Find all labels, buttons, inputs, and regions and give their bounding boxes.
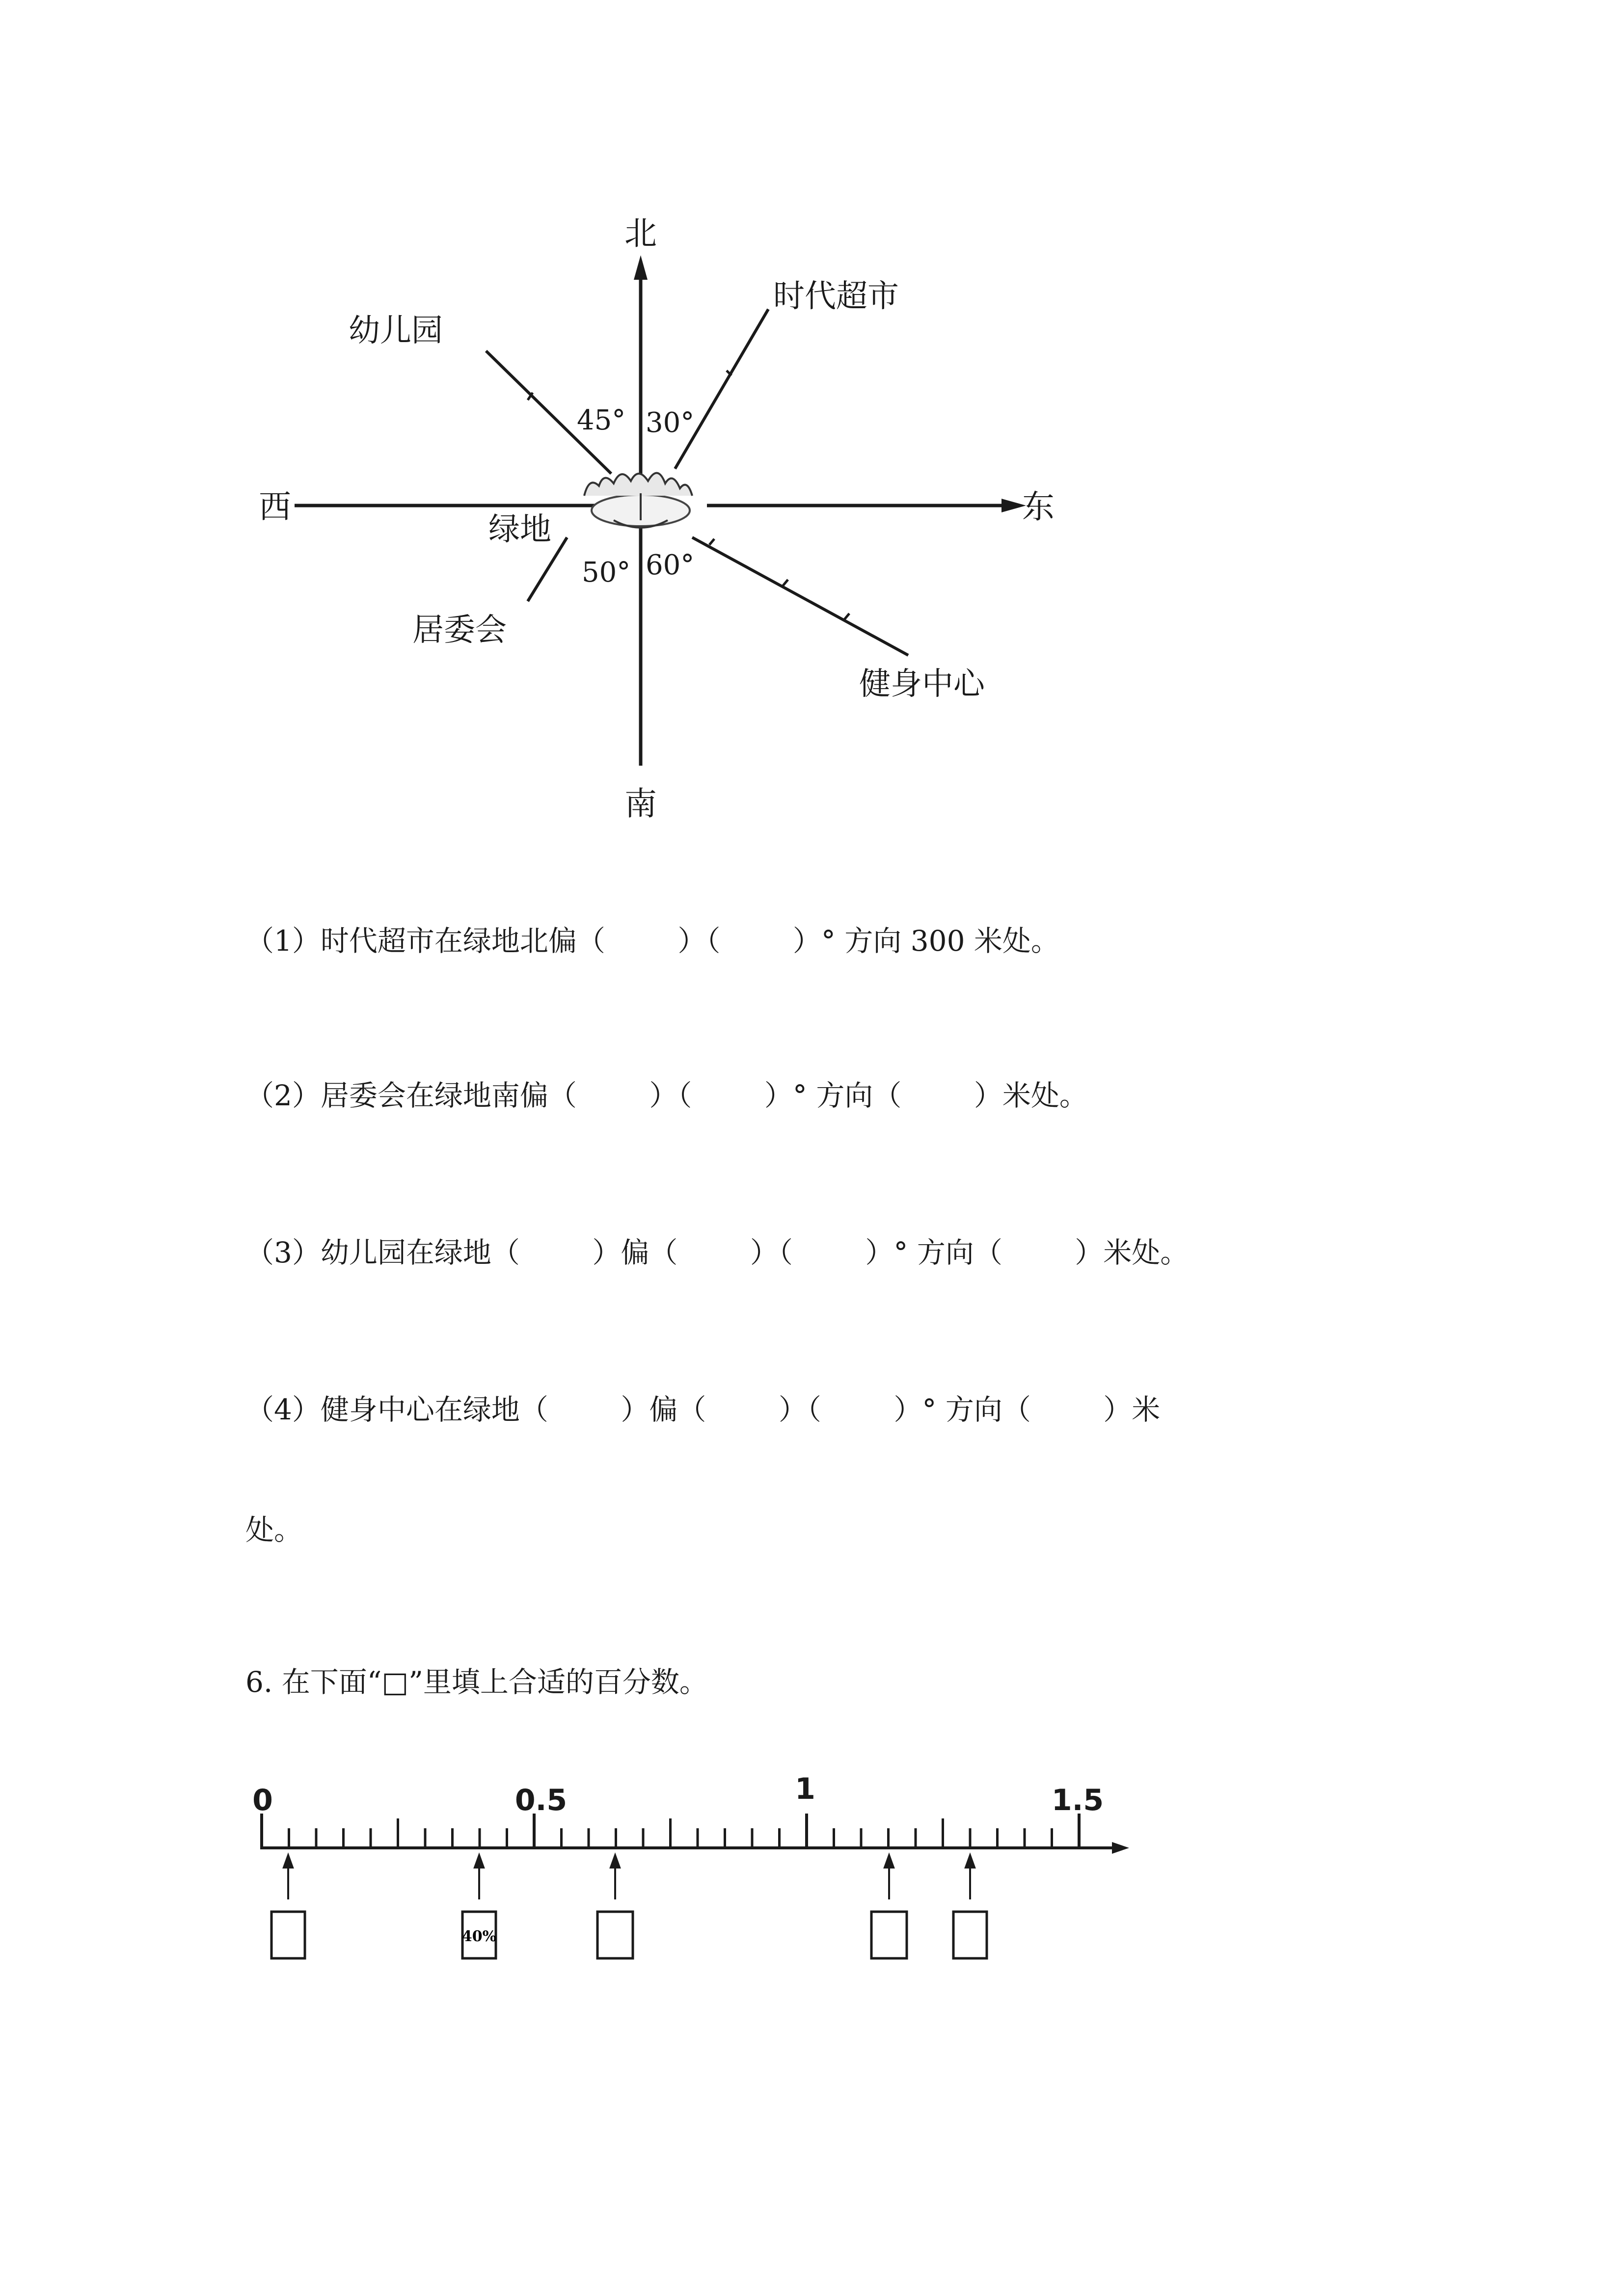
label-kindergarten: 幼儿园 [349,313,443,349]
pointer-arrow-head [885,1855,893,1868]
label-fitness: 健身中心 [859,666,985,702]
label-north: 北 [624,214,657,252]
answer-box-4[interactable] [871,1912,907,1958]
tick-label-0: 0 [252,1783,273,1817]
pointer-arrow-head [284,1855,293,1868]
tick-label-1.5: 1.5 [1051,1783,1104,1817]
angle-kindergarten: 45° [577,404,626,436]
number-line-arrowhead [1112,1842,1129,1854]
pointer-arrow-head [611,1855,620,1868]
number-line-pointers [284,1855,974,1899]
label-supermarket: 时代超市 [773,278,899,315]
label-east: 东 [1022,488,1055,526]
tick-label-1: 1 [795,1772,815,1806]
angle-supermarket: 30° [646,407,695,439]
question-1: （1）时代超市在绿地北偏（ ）（ ）° 方向 300 米处。 [245,924,1059,958]
question-4-continued: 处。 [245,1513,303,1547]
question-2: （2）居委会在绿地南偏（ ）（ ）° 方向（ ）米处。 [245,1079,1088,1112]
angle-committee: 50° [582,557,631,588]
number-line [252,1772,1129,1958]
tick-label-0.5: 0.5 [514,1783,568,1817]
answer-box-3[interactable] [597,1912,633,1958]
park-icon [584,473,692,528]
answer-box-5[interactable] [953,1912,987,1958]
label-south: 南 [624,785,657,823]
pointer-arrow-head [475,1855,484,1868]
label-center: 绿地 [488,511,551,548]
north-arrowhead [634,255,648,280]
answer-box-2[interactable] [462,1912,496,1958]
number-line-ticks [262,1814,1079,1848]
question-3: （3）幼儿园在绿地（ ）偏（ ）（ ）° 方向（ ）米处。 [245,1236,1189,1269]
pointer-arrow-head [966,1855,974,1868]
tick-fitness-3 [844,614,849,619]
answer-box-1[interactable] [271,1912,305,1958]
answer-box-2-value: 40% [461,1928,497,1945]
label-committee: 居委会 [412,612,507,648]
angle-fitness: 60° [646,549,695,581]
problem-6-title: 6. 在下面“□”里填上合适的百分数。 [245,1665,708,1699]
tick-fitness-2 [783,580,788,586]
ray-fitness [692,537,908,655]
tick-fitness-1 [709,539,714,545]
label-west: 西 [259,488,291,526]
question-4: （4）健身中心在绿地（ ）偏（ ）（ ）° 方向（ ）米 [245,1393,1161,1426]
ray-supermarket [675,309,768,469]
